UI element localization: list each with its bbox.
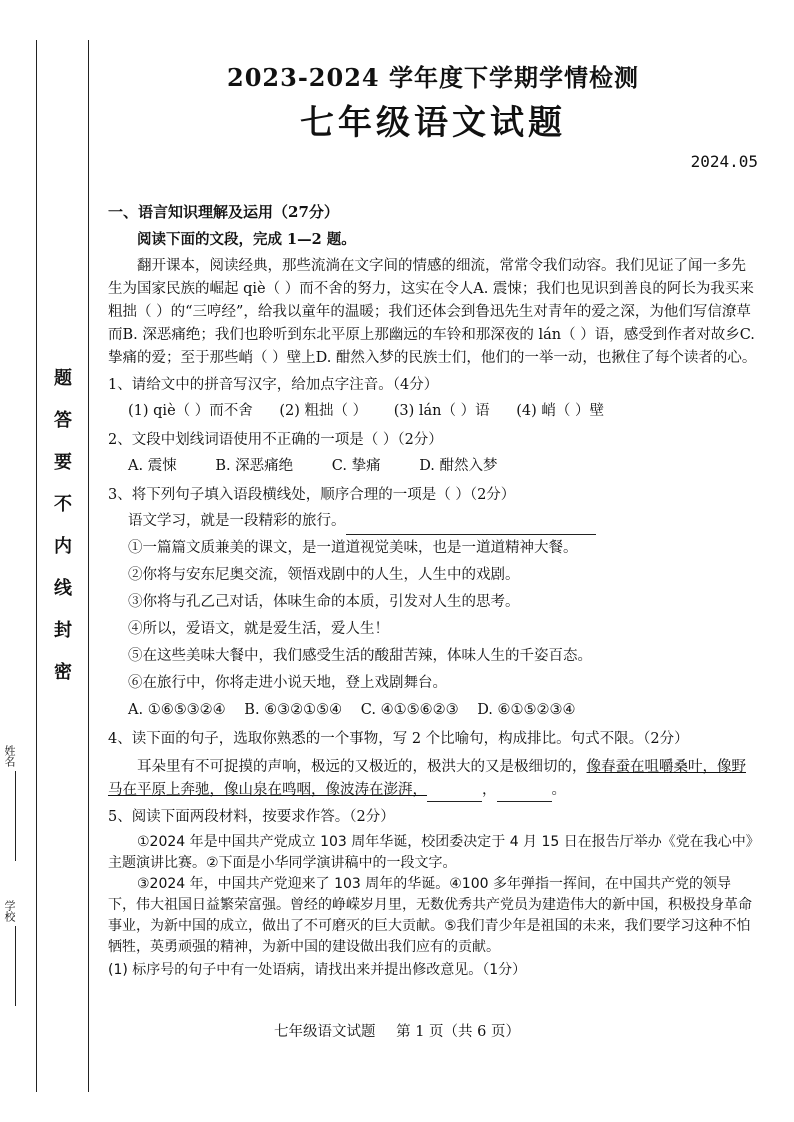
footer-page-number: 第 1 页（共 6 页）: [396, 1024, 520, 1040]
name-field-line[interactable]: [15, 771, 16, 861]
question-5-material-2: ③2024 年，中国共产党迎来了 103 周年的华诞。④100 多年弹指一挥间，在中国共产党的领导下，伟大祖国日益繁荣富强。曾经的峥嵘岁月里，无数优秀共产党员为建造伟大的新中国，积极投身革命事业，为新中国的成立，做出了不可磨灭的巨大贡献。⑤我们青少年是祖国的未来，我们要学习这种不怕牺牲，英勇顽强的精神，为新中国的建设做出我们应有的贡献。: [108, 876, 752, 955]
question-1-item[interactable]: (2) 粗拙（ ）: [279, 403, 368, 419]
question-3-lead: 语文学习，就是一段精彩的旅行。: [108, 508, 758, 535]
question-2-option[interactable]: D. 酣然入梦: [419, 458, 498, 474]
question-4-stem: 4、读下面的句子，选取你熟悉的一个事物，写 2 个比喻句，构成排比。句式不限。（2分）: [108, 731, 689, 747]
question-4-text: 耳朵里有不可捉摸的声响，极远的又极近的，极洪大的又是极细切的，像春蚕在咀嚼桑叶，像野马在平原上奔驰，像山泉在鸣咽，像波涛在澎湃， ， 。: [108, 756, 758, 802]
page-footer: [0, 1020, 794, 1041]
question-1-items: [108, 398, 758, 425]
school-field[interactable]: 学校: [4, 900, 26, 1006]
question-5-stem: 5、阅读下面两段材料，按要求作答。（2分）: [108, 809, 395, 825]
exam-subject-title: 七年级语文试题: [300, 103, 566, 143]
exam-term-title: 2023-2024 学年度下学期学情检测: [227, 63, 639, 92]
name-field[interactable]: 姓名: [4, 745, 26, 861]
seal-margin: [0, 0, 95, 1122]
question-5-material-1: ①2024 年是中国共产党成立 103 周年华诞，校团委决定于 4 月 15 日在报告厅举办《党在我心中》主题演讲比赛。②下面是小华同学演讲稿中的一段文字。: [108, 834, 753, 871]
question-2-option[interactable]: C. 挚痛: [331, 458, 381, 474]
question-3-option[interactable]: A. ①⑥⑤③②④: [128, 702, 226, 718]
question-3-option[interactable]: D. ⑥①⑤②③④: [477, 702, 576, 718]
question-3-sentence: ④所以，爱语文，就是爱生活，爱人生！: [128, 621, 389, 637]
question-1-item[interactable]: (4) 峭（ ）壁: [516, 403, 605, 419]
answer-blank[interactable]: [346, 518, 596, 535]
question-2-stem: 2、文段中划线词语使用不正确的一项是（ ）（2分）: [108, 432, 443, 448]
question-3-stem: 3、将下列句子填入语段横线处，顺序合理的一项是（ ）（2分）: [108, 487, 516, 503]
question-3-sentence: ⑤在这些美味大餐中，我们感受生活的酸甜苦辣，体味人生的千姿百态。: [128, 648, 592, 664]
answer-blank[interactable]: [497, 787, 552, 802]
question-1-item[interactable]: (1) qiè（ ）而不舍: [128, 403, 253, 419]
footer-subject: 七年级语文试题: [274, 1024, 376, 1040]
question-3-options: [108, 697, 758, 724]
question-3-sentence: ②你将与安东尼奥交流，领悟戏剧中的人生，人生中的戏剧。: [128, 567, 520, 583]
school-field-line[interactable]: [15, 926, 16, 1006]
question-1-item[interactable]: (3) lán（ ）语: [393, 403, 490, 419]
question-3-option[interactable]: C. ④①⑤⑥②③: [360, 702, 459, 718]
question-3-sentence: ⑥在旅行中，你将走进小说天地，登上戏剧舞台。: [128, 675, 447, 691]
answer-blank[interactable]: [427, 787, 482, 802]
underlined-example: 像春蚕在咀嚼桑叶，像野马在平原上奔驰，像山泉在鸣咽，像波涛在澎湃，: [108, 759, 746, 798]
question-5-sub-1: (1) 标序号的句子中有一处语病，请找出来并提出修改意见。（1分）: [108, 962, 527, 978]
exam-content: [108, 58, 758, 981]
reading-passage: 翻开课本，阅读经典，那些流淌在文字间的情感的细流，常常令我们动容。我们见证了闻一多先生为国家民族的崛起 qiè（ ）而不舍的努力，这实在令人A. 震悚；我们也见识到善良的阿长为我买来粗拙（ ）的“三哼经”，给我以童年的温暖；我们还体会到鲁迅先生对青年的爱之深，为他们写信潦草而B. 深恶痛绝；我们也聆听到东北平原上那幽远的车铃和那深夜的 lán（ ）语，感受到作者对故乡C. 挚痛的爱；至于那些峭（ ）壁上D. 酣然入梦的民族士们，他们的一举一动，也揪住了每个读者的心。: [108, 258, 757, 366]
question-3-sentence: ③你将与孔乙己对话，体味生命的本质，引发对人生的思考。: [128, 594, 520, 610]
question-1-stem: 1、请给文中的拼音写汉字，给加点字注音。（4分）: [108, 377, 439, 393]
question-2-option[interactable]: B. 深恶痛绝: [215, 458, 294, 474]
question-3-sentence: ①一篇篇文质兼美的课文，是一道道视觉美味，也是一道道精神大餐。: [128, 540, 578, 556]
seal-line-right: [88, 40, 89, 1092]
exam-date: 2024.05: [690, 152, 758, 171]
seal-warning-text: 题 答 要 不 内 线 封 密: [54, 368, 72, 683]
section-instruction: 阅读下面的文段，完成 1—2 题。: [137, 231, 356, 248]
question-3-option[interactable]: B. ⑥③②①⑤④: [244, 702, 343, 718]
question-2-option[interactable]: A. 震悚: [128, 458, 177, 474]
seal-line-left: [36, 40, 37, 1092]
section-heading: 一、语言知识理解及运用（27分）: [108, 203, 339, 221]
question-2-options: [108, 453, 758, 480]
